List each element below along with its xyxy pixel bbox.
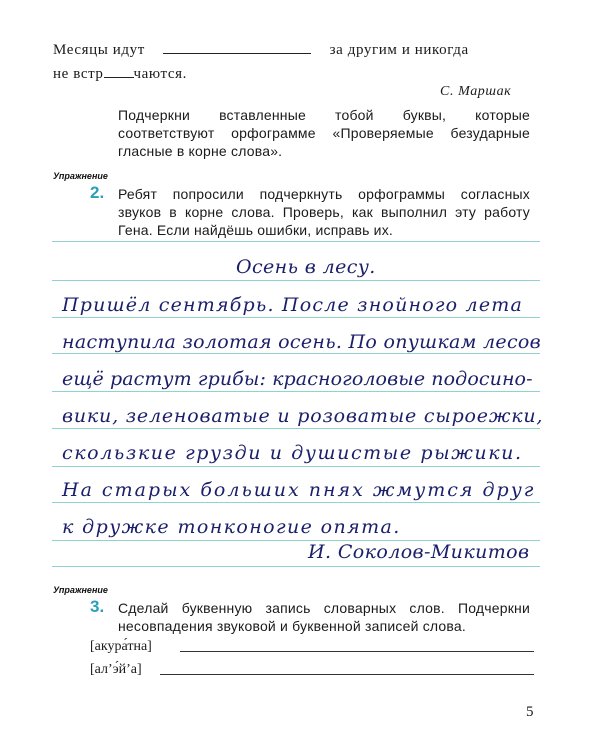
handwriting-line: к дружке тонконогие опята.	[62, 516, 401, 538]
handwriting-line: Пришёл сентябрь. После знойного лета	[62, 294, 524, 316]
poem-line-1-start: Месяцы идут	[53, 42, 145, 58]
poem-blank-1[interactable]	[163, 53, 311, 54]
poem-blank-2[interactable]	[104, 77, 134, 78]
guide-line	[52, 241, 540, 242]
poem-line-1	[53, 42, 533, 59]
poem-line-2	[53, 66, 353, 83]
exercise-3-label: Упражнение	[53, 585, 108, 595]
handwriting-title: Осень в лесу.	[236, 256, 376, 278]
handwriting-line: вики, зеленоватые и розоватые сыроежки,	[62, 405, 544, 427]
instruction-underline-vowels: Подчеркни вставленные тобой буквы, которые соответствуют орфограмме «Проверяемые безударные гласные в корне слова».	[118, 107, 530, 159]
poem-line-1-end: за другим и никогда	[329, 42, 469, 58]
handwriting-line: На старых больших пнях жмутся друг	[62, 479, 536, 501]
page-number: 5	[526, 704, 534, 720]
guide-line	[52, 280, 540, 281]
guide-line	[52, 428, 540, 429]
guide-line	[52, 566, 540, 567]
dictionary-word: [ал’э́й’а]	[90, 662, 142, 677]
exercise-2-text: Ребят попросили подчеркнуть орфограммы согласных звуков в корне слова. Проверь, как выполнил эту работу Гена. Если найдёшь ошибки, исправь их.	[118, 186, 530, 238]
handwriting-line: наступила золотая осень. По опушкам лесов	[62, 331, 542, 353]
handwriting-line: скользкие грузди и душистые рыжики.	[62, 442, 523, 464]
answer-line[interactable]	[180, 651, 534, 652]
handwriting-line: ещё растут грибы: красноголовые подосино-	[62, 368, 533, 390]
guide-line	[52, 502, 540, 503]
guide-line	[52, 466, 540, 467]
guide-line	[52, 391, 540, 392]
poem-author: С. Маршак	[440, 84, 512, 99]
poem-line-2-start: не встр	[53, 66, 104, 82]
answer-line[interactable]	[160, 674, 534, 675]
poem-line-2-end: чаются.	[133, 66, 187, 82]
guide-line	[52, 317, 540, 318]
guide-line	[52, 353, 540, 354]
exercise-3-text: Сделай буквенную запись словарных слов. Подчеркни несовпадения звуковой и буквенной записей слова.	[118, 600, 530, 634]
exercise-3-number: 3.	[90, 597, 105, 616]
exercise-2-label: Упражнение	[53, 171, 108, 181]
handwriting-author: И. Соколов-Микитов	[308, 541, 530, 563]
exercise-2-number: 2.	[90, 183, 105, 202]
dictionary-word: [акура́тна]	[90, 639, 152, 654]
